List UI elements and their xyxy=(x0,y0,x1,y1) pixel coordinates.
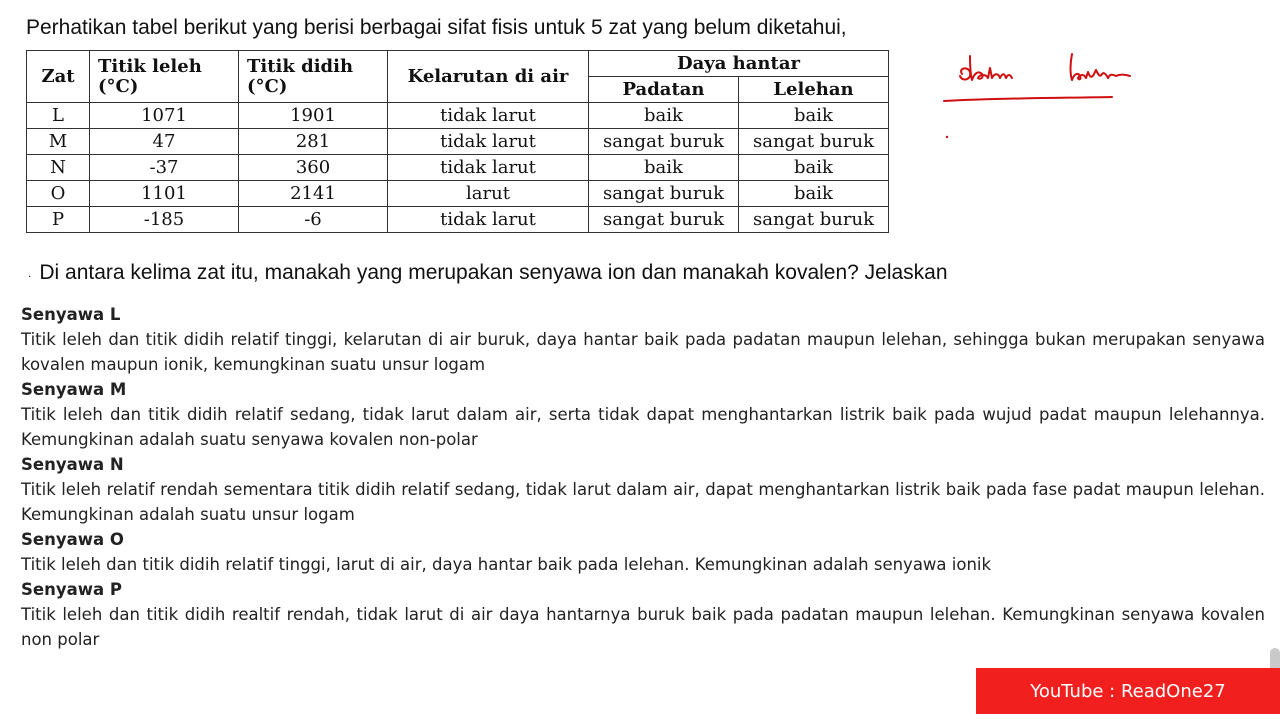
table-row xyxy=(27,181,889,207)
cell-didih: -6 xyxy=(239,207,388,233)
cell-lelehan: sangat buruk xyxy=(739,207,889,233)
pen-dot xyxy=(946,136,948,138)
answer-text-p: Titik leleh dan titik didih realtif rendah, tidak larut di air daya hantarnya buruk baik pada padatan maupun lelehan. Kemungkinan senyawa kovalen non polar xyxy=(21,605,1265,649)
cell-kelarutan: tidak larut xyxy=(388,129,589,155)
cell-leleh: 47 xyxy=(90,129,239,155)
answer-text-o: Titik leleh dan titik didih relatif tinggi, larut di air, daya hantar baik pada lelehan. Kemungkinan adalah senyawa ionik xyxy=(21,555,992,574)
header-padatan: Padatan xyxy=(589,77,739,103)
cell-padatan: baik xyxy=(589,103,739,129)
header-titik-didih-label: Titik didih xyxy=(247,55,354,77)
cell-lelehan: baik xyxy=(739,155,889,181)
cell-leleh: -37 xyxy=(90,155,239,181)
cell-lelehan: sangat buruk xyxy=(739,129,889,155)
answer-text-m: Titik leleh dan titik didih relatif sedang, tidak larut dalam air, serta tidak dapat menghantarkan listrik baik pada wujud padat maupun lelehannya. Kemungkinan adalah suatu senyawa kovalen non-polar xyxy=(21,405,1265,449)
header-titik-leleh-label: Titik leleh xyxy=(98,55,202,77)
header-titik-didih-unit: (°C) xyxy=(247,75,288,97)
handwritten-annotation xyxy=(940,44,1140,144)
question-text: Di antara kelima zat itu, manakah yang merupakan senyawa ion dan manakah kovalen? Jelaskan xyxy=(39,261,948,284)
question xyxy=(28,261,948,285)
cell-lelehan: baik xyxy=(739,181,889,207)
cell-lelehan: baik xyxy=(739,103,889,129)
cell-leleh: -185 xyxy=(90,207,239,233)
answer-title-m: Senyawa M xyxy=(21,380,127,399)
header-kelarutan: Kelarutan di air xyxy=(388,51,589,103)
table-row xyxy=(27,103,889,129)
header-zat: Zat xyxy=(27,51,90,103)
answer-title-l: Senyawa L xyxy=(21,305,121,324)
cell-kelarutan: larut xyxy=(388,181,589,207)
cell-didih: 2141 xyxy=(239,181,388,207)
cell-kelarutan: tidak larut xyxy=(388,155,589,181)
answer-title-p: Senyawa P xyxy=(21,580,122,599)
cell-padatan: sangat buruk xyxy=(589,129,739,155)
cell-padatan: sangat buruk xyxy=(589,207,739,233)
cell-leleh: 1101 xyxy=(90,181,239,207)
table-row xyxy=(27,207,889,233)
answer-text-n: Titik leleh relatif rendah sementara titik didih relatif sedang, tidak larut dalam air, dapat menghantarkan listrik baik pada fase padat maupun lelehan. Kemungkinan adalah suatu unsur logam xyxy=(21,480,1265,524)
table-row xyxy=(27,129,889,155)
cell-kelarutan: tidak larut xyxy=(388,103,589,129)
table-row xyxy=(27,155,889,181)
cell-zat: M xyxy=(27,129,90,155)
cell-didih: 281 xyxy=(239,129,388,155)
bullet-dot: . xyxy=(28,266,32,281)
cell-zat: L xyxy=(27,103,90,129)
answers xyxy=(21,303,1265,653)
answer-title-o: Senyawa O xyxy=(21,530,124,549)
header-lelehan: Lelehan xyxy=(739,77,889,103)
properties-table xyxy=(26,50,889,233)
cell-zat: O xyxy=(27,181,90,207)
cell-zat: P xyxy=(27,207,90,233)
header-titik-leleh xyxy=(90,51,239,103)
cell-padatan: sangat buruk xyxy=(589,181,739,207)
cell-kelarutan: tidak larut xyxy=(388,207,589,233)
youtube-badge: YouTube : ReadOne27 xyxy=(976,668,1280,714)
header-titik-leleh-unit: (°C) xyxy=(98,75,139,97)
answer-title-n: Senyawa N xyxy=(21,455,124,474)
cell-padatan: baik xyxy=(589,155,739,181)
cell-leleh: 1071 xyxy=(90,103,239,129)
cell-didih: 1901 xyxy=(239,103,388,129)
header-daya-hantar: Daya hantar xyxy=(589,51,889,77)
cell-didih: 360 xyxy=(239,155,388,181)
cell-zat: N xyxy=(27,155,90,181)
header-titik-didih xyxy=(239,51,388,103)
answer-text-l: Titik leleh dan titik didih relatif tinggi, kelarutan di air buruk, daya hantar baik pada padatan maupun lelehan, sehingga bukan merupakan senyawa kovalen maupun ionik, kemungkinan suatu unsur logam xyxy=(21,330,1265,374)
heading: Perhatikan tabel berikut yang berisi berbagai sifat fisis untuk 5 zat yang belum diketahui, xyxy=(26,16,847,39)
